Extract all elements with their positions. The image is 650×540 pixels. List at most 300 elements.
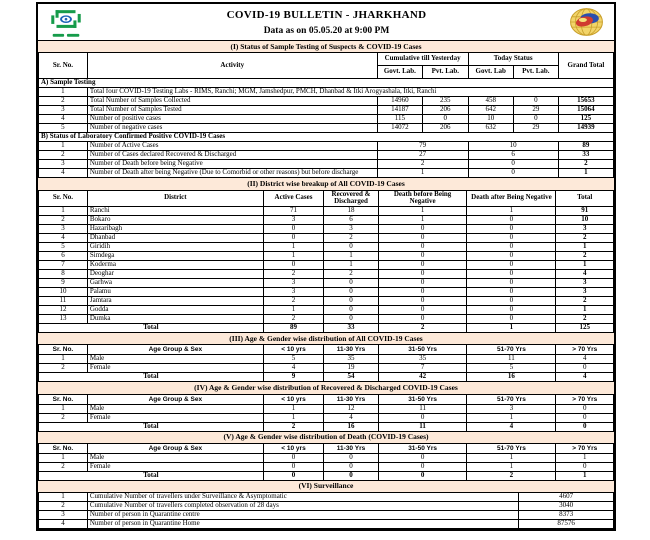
cell: 0 xyxy=(468,160,558,169)
sample-testing-row xyxy=(39,106,614,115)
cell: 235 xyxy=(423,97,468,106)
cell: 3 xyxy=(39,225,88,234)
district-row xyxy=(39,216,614,225)
cell: 1 xyxy=(556,243,614,252)
cell: 0 xyxy=(467,315,556,324)
cell: 206 xyxy=(423,106,468,115)
cell: 2 xyxy=(556,315,614,324)
age-table-header xyxy=(39,345,614,355)
cell: 1 xyxy=(467,324,556,333)
cell: Total four COVID-19 Testing Labs - RIMS, Ranchi; MGM, Jamshedpur, PMCH, Dhanbad & Itki Arogyashala, Itki, Ranchi xyxy=(87,88,613,97)
cell: 29 xyxy=(513,106,558,115)
cell: 1 xyxy=(39,207,88,216)
cell: 0 xyxy=(556,422,614,431)
district-rows xyxy=(39,207,614,324)
subsection-b-row xyxy=(39,133,614,142)
cell: 33 xyxy=(558,151,613,160)
cell: 0 xyxy=(263,234,323,243)
age-all-rows xyxy=(39,355,614,373)
age-gender-row xyxy=(39,462,614,471)
cell: 3 xyxy=(556,279,614,288)
cell: 5 xyxy=(39,124,88,133)
cell: 1 xyxy=(467,413,556,422)
district-row xyxy=(39,225,614,234)
district-row xyxy=(39,288,614,297)
cell: 71 xyxy=(263,207,323,216)
column-header-51-70: 51-70 Yrs xyxy=(467,443,556,453)
cell: 0 xyxy=(378,261,467,270)
cell: 3 xyxy=(263,216,323,225)
section-v-heading: (V) Age & Gender wise distribution of Death (COVID-19 Cases) xyxy=(38,431,614,444)
total-label: Total xyxy=(39,324,264,333)
cell: 4 xyxy=(39,169,88,178)
column-header-11-30: 11-30 Yrs xyxy=(324,345,379,355)
cell: 3 xyxy=(556,225,614,234)
cell: 5 xyxy=(263,355,323,364)
cell: 0 xyxy=(467,243,556,252)
cell: 3 xyxy=(39,106,88,115)
cell: 2 xyxy=(263,315,323,324)
cell: 42 xyxy=(378,373,467,382)
cell: Hazaribagh xyxy=(87,225,263,234)
column-header-age-group-sex: Age Group & Sex xyxy=(87,443,263,453)
cell: 9 xyxy=(39,279,88,288)
cell: 0 xyxy=(324,288,379,297)
cell: 10 xyxy=(468,115,513,124)
cell: 0 xyxy=(263,471,323,480)
surveillance-row xyxy=(39,511,614,520)
cell: 0 xyxy=(468,169,558,178)
cell: Number of person in Quarantine Home xyxy=(87,520,518,529)
cell: 54 xyxy=(324,373,379,382)
total-label: Total xyxy=(39,422,264,431)
district-row xyxy=(39,270,614,279)
cell: 0 xyxy=(378,243,467,252)
column-header-cumulative: Cumulative till Yesterday xyxy=(377,53,468,66)
section-vi-heading: (VI) Surveillance xyxy=(38,480,614,493)
age-gender-row xyxy=(39,413,614,422)
cell: 0 xyxy=(513,97,558,106)
cell: 3 xyxy=(324,225,379,234)
age-table-header xyxy=(39,443,614,453)
jharkhand-government-emblem-icon xyxy=(47,6,85,39)
column-header-active-cases: Active Cases xyxy=(263,190,323,207)
district-row xyxy=(39,207,614,216)
cell: 0 xyxy=(324,462,379,471)
cell: 10 xyxy=(39,288,88,297)
cell: Deoghar xyxy=(87,270,263,279)
cell: 2 xyxy=(39,462,88,471)
cell: 0 xyxy=(378,315,467,324)
cell: 1 xyxy=(467,453,556,462)
cell: 0 xyxy=(467,261,556,270)
cell: Female xyxy=(87,364,263,373)
cell: 0 xyxy=(467,306,556,315)
cell: Number of Death after being Negative (Due to Comorbid or other reasons) but before discharge xyxy=(87,169,377,178)
cell: 12 xyxy=(324,404,379,413)
cell: 1 xyxy=(556,306,614,315)
cell: 11 xyxy=(378,422,467,431)
column-header-11-30: 11-30 Yrs xyxy=(324,443,379,453)
total-label: Total xyxy=(39,471,264,480)
cell: Female xyxy=(87,462,263,471)
column-header-grand-total: Grand Total xyxy=(558,53,613,79)
subsection-a-row xyxy=(39,79,614,88)
cell: Total Number of Samples Tested xyxy=(87,106,377,115)
cell: 3 xyxy=(467,404,556,413)
cell: 4 xyxy=(556,355,614,364)
cell: 0 xyxy=(324,243,379,252)
cell: Cumulative Number of travellers completed observation of 28 days xyxy=(87,502,518,511)
column-header-31-50: 31-50 Yrs xyxy=(378,345,467,355)
subsection-b-title: B) Status of Laboratory Confirmed Positive COVID-19 Cases xyxy=(39,133,614,142)
section-i-table xyxy=(38,52,614,178)
cell: Total Number of Samples Collected xyxy=(87,97,377,106)
cell: 0 xyxy=(556,404,614,413)
age-gender-row xyxy=(39,355,614,364)
cell: 0 xyxy=(467,288,556,297)
column-header-today-pvt-lab: Pvt. Lab. xyxy=(513,66,558,79)
column-header-today-govt-lab: Govt. Lab xyxy=(468,66,513,79)
cell: 19 xyxy=(324,364,379,373)
column-header-district: District xyxy=(87,190,263,207)
confirmed-cases-row xyxy=(39,151,614,160)
masthead-titles xyxy=(85,9,568,36)
cell: 0 xyxy=(467,270,556,279)
surveillance-row xyxy=(39,520,614,529)
cell: 89 xyxy=(263,324,323,333)
cell: 1 xyxy=(378,207,467,216)
cell: 15064 xyxy=(558,106,613,115)
total-label: Total xyxy=(39,373,264,382)
cell: 79 xyxy=(377,142,468,151)
bulletin-date: Data as on 05.05.20 at 9:00 PM xyxy=(263,26,390,36)
cell: 3040 xyxy=(519,502,614,511)
column-header-over-70: > 70 Yrs xyxy=(556,443,614,453)
cell: 18 xyxy=(324,207,379,216)
cell: 0 xyxy=(378,453,467,462)
cell: 89 xyxy=(558,142,613,151)
cell: 2 xyxy=(263,422,323,431)
column-header-over-70: > 70 Yrs xyxy=(556,345,614,355)
confirmed-cases-row xyxy=(39,142,614,151)
cell: 1 xyxy=(39,404,88,413)
column-header-death-before: Death before Being Negative xyxy=(378,190,467,207)
cell: 2 xyxy=(39,502,88,511)
cell: 3 xyxy=(263,288,323,297)
section-i-header xyxy=(39,53,614,79)
cell: 5 xyxy=(39,243,88,252)
cell: 0 xyxy=(378,297,467,306)
cell: 0 xyxy=(324,279,379,288)
district-table-header xyxy=(39,190,614,207)
cell: 0 xyxy=(467,225,556,234)
column-header-sr-no: Sr. No. xyxy=(39,394,88,404)
cell: 632 xyxy=(468,124,513,133)
cell: Jamtara xyxy=(87,297,263,306)
cell: 1 xyxy=(556,261,614,270)
cell: 0 xyxy=(263,462,323,471)
cell: 3 xyxy=(39,511,88,520)
cell: 2 xyxy=(556,297,614,306)
cell: 11 xyxy=(39,297,88,306)
cell: Number of person in Quarantine centre xyxy=(87,511,518,520)
cell: 1 xyxy=(467,462,556,471)
cell: 2 xyxy=(39,216,88,225)
cell: 15653 xyxy=(558,97,613,106)
sample-testing-rows xyxy=(39,97,614,133)
cell: 0 xyxy=(513,115,558,124)
cell: 16 xyxy=(324,422,379,431)
cell: 0 xyxy=(263,225,323,234)
cell: 7 xyxy=(378,364,467,373)
cell: 1 xyxy=(263,306,323,315)
age-gender-row xyxy=(39,453,614,462)
cell: 10 xyxy=(468,142,558,151)
surveillance-table xyxy=(38,492,614,529)
cell: Dumka xyxy=(87,315,263,324)
cell: 1 xyxy=(263,404,323,413)
cell: 2 xyxy=(556,234,614,243)
district-row xyxy=(39,315,614,324)
cell: 4 xyxy=(324,413,379,422)
column-header-51-70: 51-70 Yrs xyxy=(467,394,556,404)
cell: 13 xyxy=(39,315,88,324)
cell: 125 xyxy=(556,324,614,333)
cell: 1 xyxy=(378,216,467,225)
cell: 0 xyxy=(467,279,556,288)
cell: 1 xyxy=(556,471,614,480)
cell: 0 xyxy=(263,261,323,270)
column-header-over-70: > 70 Yrs xyxy=(556,394,614,404)
cell: 1 xyxy=(39,142,88,151)
cell: 2 xyxy=(467,471,556,480)
cell: 3 xyxy=(556,288,614,297)
cell: 4 xyxy=(39,520,88,529)
cell: 5 xyxy=(467,364,556,373)
age-all-cases-table xyxy=(38,344,614,382)
section-ii-heading: (II) District wise breakup of All COVID-19 Cases xyxy=(38,177,614,190)
age-table-header xyxy=(39,394,614,404)
bulletin-document xyxy=(36,2,616,531)
column-header-cum-pvt-lab: Pvt. Lab. xyxy=(423,66,468,79)
cell: 0 xyxy=(556,462,614,471)
column-header-11-30: 11-30 Yrs xyxy=(324,394,379,404)
cell: Bokaro xyxy=(87,216,263,225)
cell: Simdega xyxy=(87,252,263,261)
cell: 4 xyxy=(39,115,88,124)
column-header-recovered: Recovered & Discharged xyxy=(324,190,379,207)
cell: Female xyxy=(87,413,263,422)
sample-testing-row xyxy=(39,124,614,133)
cell: 0 xyxy=(324,306,379,315)
section-iii-heading: (III) Age & Gender wise distribution of All COVID-19 Cases xyxy=(38,332,614,345)
cell: 1 xyxy=(377,169,468,178)
cell: 14939 xyxy=(558,124,613,133)
cell: 91 xyxy=(556,207,614,216)
cell: 2 xyxy=(39,97,88,106)
cell: 2 xyxy=(263,297,323,306)
cell: 0 xyxy=(378,306,467,315)
cell: 1 xyxy=(39,88,88,97)
column-header-sr-no: Sr. No. xyxy=(39,443,88,453)
cell: Number of Death before being Negative xyxy=(87,160,377,169)
cell: 115 xyxy=(377,115,422,124)
cell: 0 xyxy=(556,364,614,373)
cell: Number of negative cases xyxy=(87,124,377,133)
age-recovered-rows xyxy=(39,404,614,422)
cell: 11 xyxy=(467,355,556,364)
cell: 2 xyxy=(324,234,379,243)
cell: 4607 xyxy=(519,493,614,502)
column-header-under-10: < 10 yrs xyxy=(263,443,323,453)
cell: 1 xyxy=(558,169,613,178)
cell: 0 xyxy=(378,471,467,480)
cell: 29 xyxy=(513,124,558,133)
cell: 1 xyxy=(324,252,379,261)
column-header-sr-no: Sr. No. xyxy=(39,190,88,207)
column-header-death-after: Death after Being Negative xyxy=(467,190,556,207)
cell: 2 xyxy=(263,270,323,279)
district-row xyxy=(39,252,614,261)
column-header-sr-no: Sr. No. xyxy=(39,345,88,355)
age-gender-row xyxy=(39,404,614,413)
cell: 2 xyxy=(324,270,379,279)
cell: 8 xyxy=(39,270,88,279)
cell: 642 xyxy=(468,106,513,115)
cell: 206 xyxy=(423,124,468,133)
district-row xyxy=(39,297,614,306)
cell: 1 xyxy=(39,493,88,502)
column-header-31-50: 31-50 Yrs xyxy=(378,394,467,404)
cell: 458 xyxy=(468,97,513,106)
cell: 0 xyxy=(467,234,556,243)
district-row xyxy=(39,279,614,288)
district-row xyxy=(39,306,614,315)
cell: 1 xyxy=(263,413,323,422)
column-header-age-group-sex: Age Group & Sex xyxy=(87,345,263,355)
cell: 14187 xyxy=(377,106,422,115)
confirmed-cases-rows xyxy=(39,142,614,178)
cell: 0 xyxy=(378,234,467,243)
column-header-today: Today Status xyxy=(468,53,558,66)
cell: Male xyxy=(87,453,263,462)
column-header-51-70: 51-70 Yrs xyxy=(467,345,556,355)
section-i-heading: (I) Status of Sample Testing of Suspects & COVID-19 Cases xyxy=(38,40,614,53)
column-header-activity: Activity xyxy=(87,53,377,79)
cell: 0 xyxy=(556,413,614,422)
cell: 16 xyxy=(467,373,556,382)
cell: 14072 xyxy=(377,124,422,133)
cell: 12 xyxy=(39,306,88,315)
age-death-table xyxy=(38,443,614,481)
cell: Number of positive cases xyxy=(87,115,377,124)
cell: Dhanbad xyxy=(87,234,263,243)
cell: 4 xyxy=(556,270,614,279)
cell: 0 xyxy=(467,297,556,306)
cell: 0 xyxy=(263,453,323,462)
cell: 4 xyxy=(467,422,556,431)
cell: 10 xyxy=(556,216,614,225)
column-header-under-10: < 10 yrs xyxy=(263,345,323,355)
cell: 125 xyxy=(558,115,613,124)
cell: 0 xyxy=(423,115,468,124)
cell: 0 xyxy=(378,288,467,297)
cell: Number of Active Cases xyxy=(87,142,377,151)
cell: 9 xyxy=(263,373,323,382)
cell: Cumulative Number of travellers under Surveillance & Asymptomatic xyxy=(87,493,518,502)
cell: Male xyxy=(87,355,263,364)
cell: 3 xyxy=(39,160,88,169)
column-header-under-10: < 10 yrs xyxy=(263,394,323,404)
cell: Male xyxy=(87,404,263,413)
column-header-age-group-sex: Age Group & Sex xyxy=(87,394,263,404)
cell: 0 xyxy=(324,297,379,306)
cell: 27 xyxy=(377,151,468,160)
cell: 0 xyxy=(467,216,556,225)
cell: 11 xyxy=(378,404,467,413)
confirmed-cases-row xyxy=(39,160,614,169)
surveillance-row xyxy=(39,502,614,511)
cell: 0 xyxy=(378,252,467,261)
cell: 1 xyxy=(263,243,323,252)
cell: 4 xyxy=(263,364,323,373)
cell: 3 xyxy=(263,279,323,288)
cell: 1 xyxy=(324,261,379,270)
surveillance-rows xyxy=(39,493,614,529)
cell: Giridih xyxy=(87,243,263,252)
column-header-total: Total xyxy=(556,190,614,207)
age-death-rows xyxy=(39,453,614,471)
cell: 33 xyxy=(324,324,379,333)
cell: 6 xyxy=(39,252,88,261)
bulletin-title: COVID-19 BULLETIN - JHARKHAND xyxy=(226,9,427,21)
cell: 7 xyxy=(39,261,88,270)
cell: 2 xyxy=(377,160,468,169)
cell: 4 xyxy=(556,373,614,382)
age-recovered-table xyxy=(38,394,614,432)
cell: 0 xyxy=(378,270,467,279)
district-table xyxy=(38,190,614,334)
sample-testing-row xyxy=(39,115,614,124)
column-header-sr-no: Sr. No. xyxy=(39,53,88,79)
district-row xyxy=(39,234,614,243)
cell: 2 xyxy=(558,160,613,169)
cell: 2 xyxy=(39,151,88,160)
cell: Koderma xyxy=(87,261,263,270)
cell: 2 xyxy=(556,252,614,261)
cell: Garhwa xyxy=(87,279,263,288)
cell: 1 xyxy=(39,453,88,462)
district-row xyxy=(39,261,614,270)
cell: Palamu xyxy=(87,288,263,297)
testing-labs-row xyxy=(39,88,614,97)
cell: 14960 xyxy=(377,97,422,106)
cell: 8373 xyxy=(519,511,614,520)
district-row xyxy=(39,243,614,252)
cell: 2 xyxy=(39,413,88,422)
cell: 35 xyxy=(324,355,379,364)
cell: Godda xyxy=(87,306,263,315)
cell: 0 xyxy=(324,453,379,462)
surveillance-row xyxy=(39,493,614,502)
section-iv-heading: (IV) Age & Gender wise distribution of Recovered & Discharged COVID-19 Cases xyxy=(38,381,614,394)
cell: 0 xyxy=(324,315,379,324)
cell: 0 xyxy=(324,471,379,480)
cell: 2 xyxy=(39,364,88,373)
cell: 1 xyxy=(467,207,556,216)
cell: 0 xyxy=(378,413,467,422)
